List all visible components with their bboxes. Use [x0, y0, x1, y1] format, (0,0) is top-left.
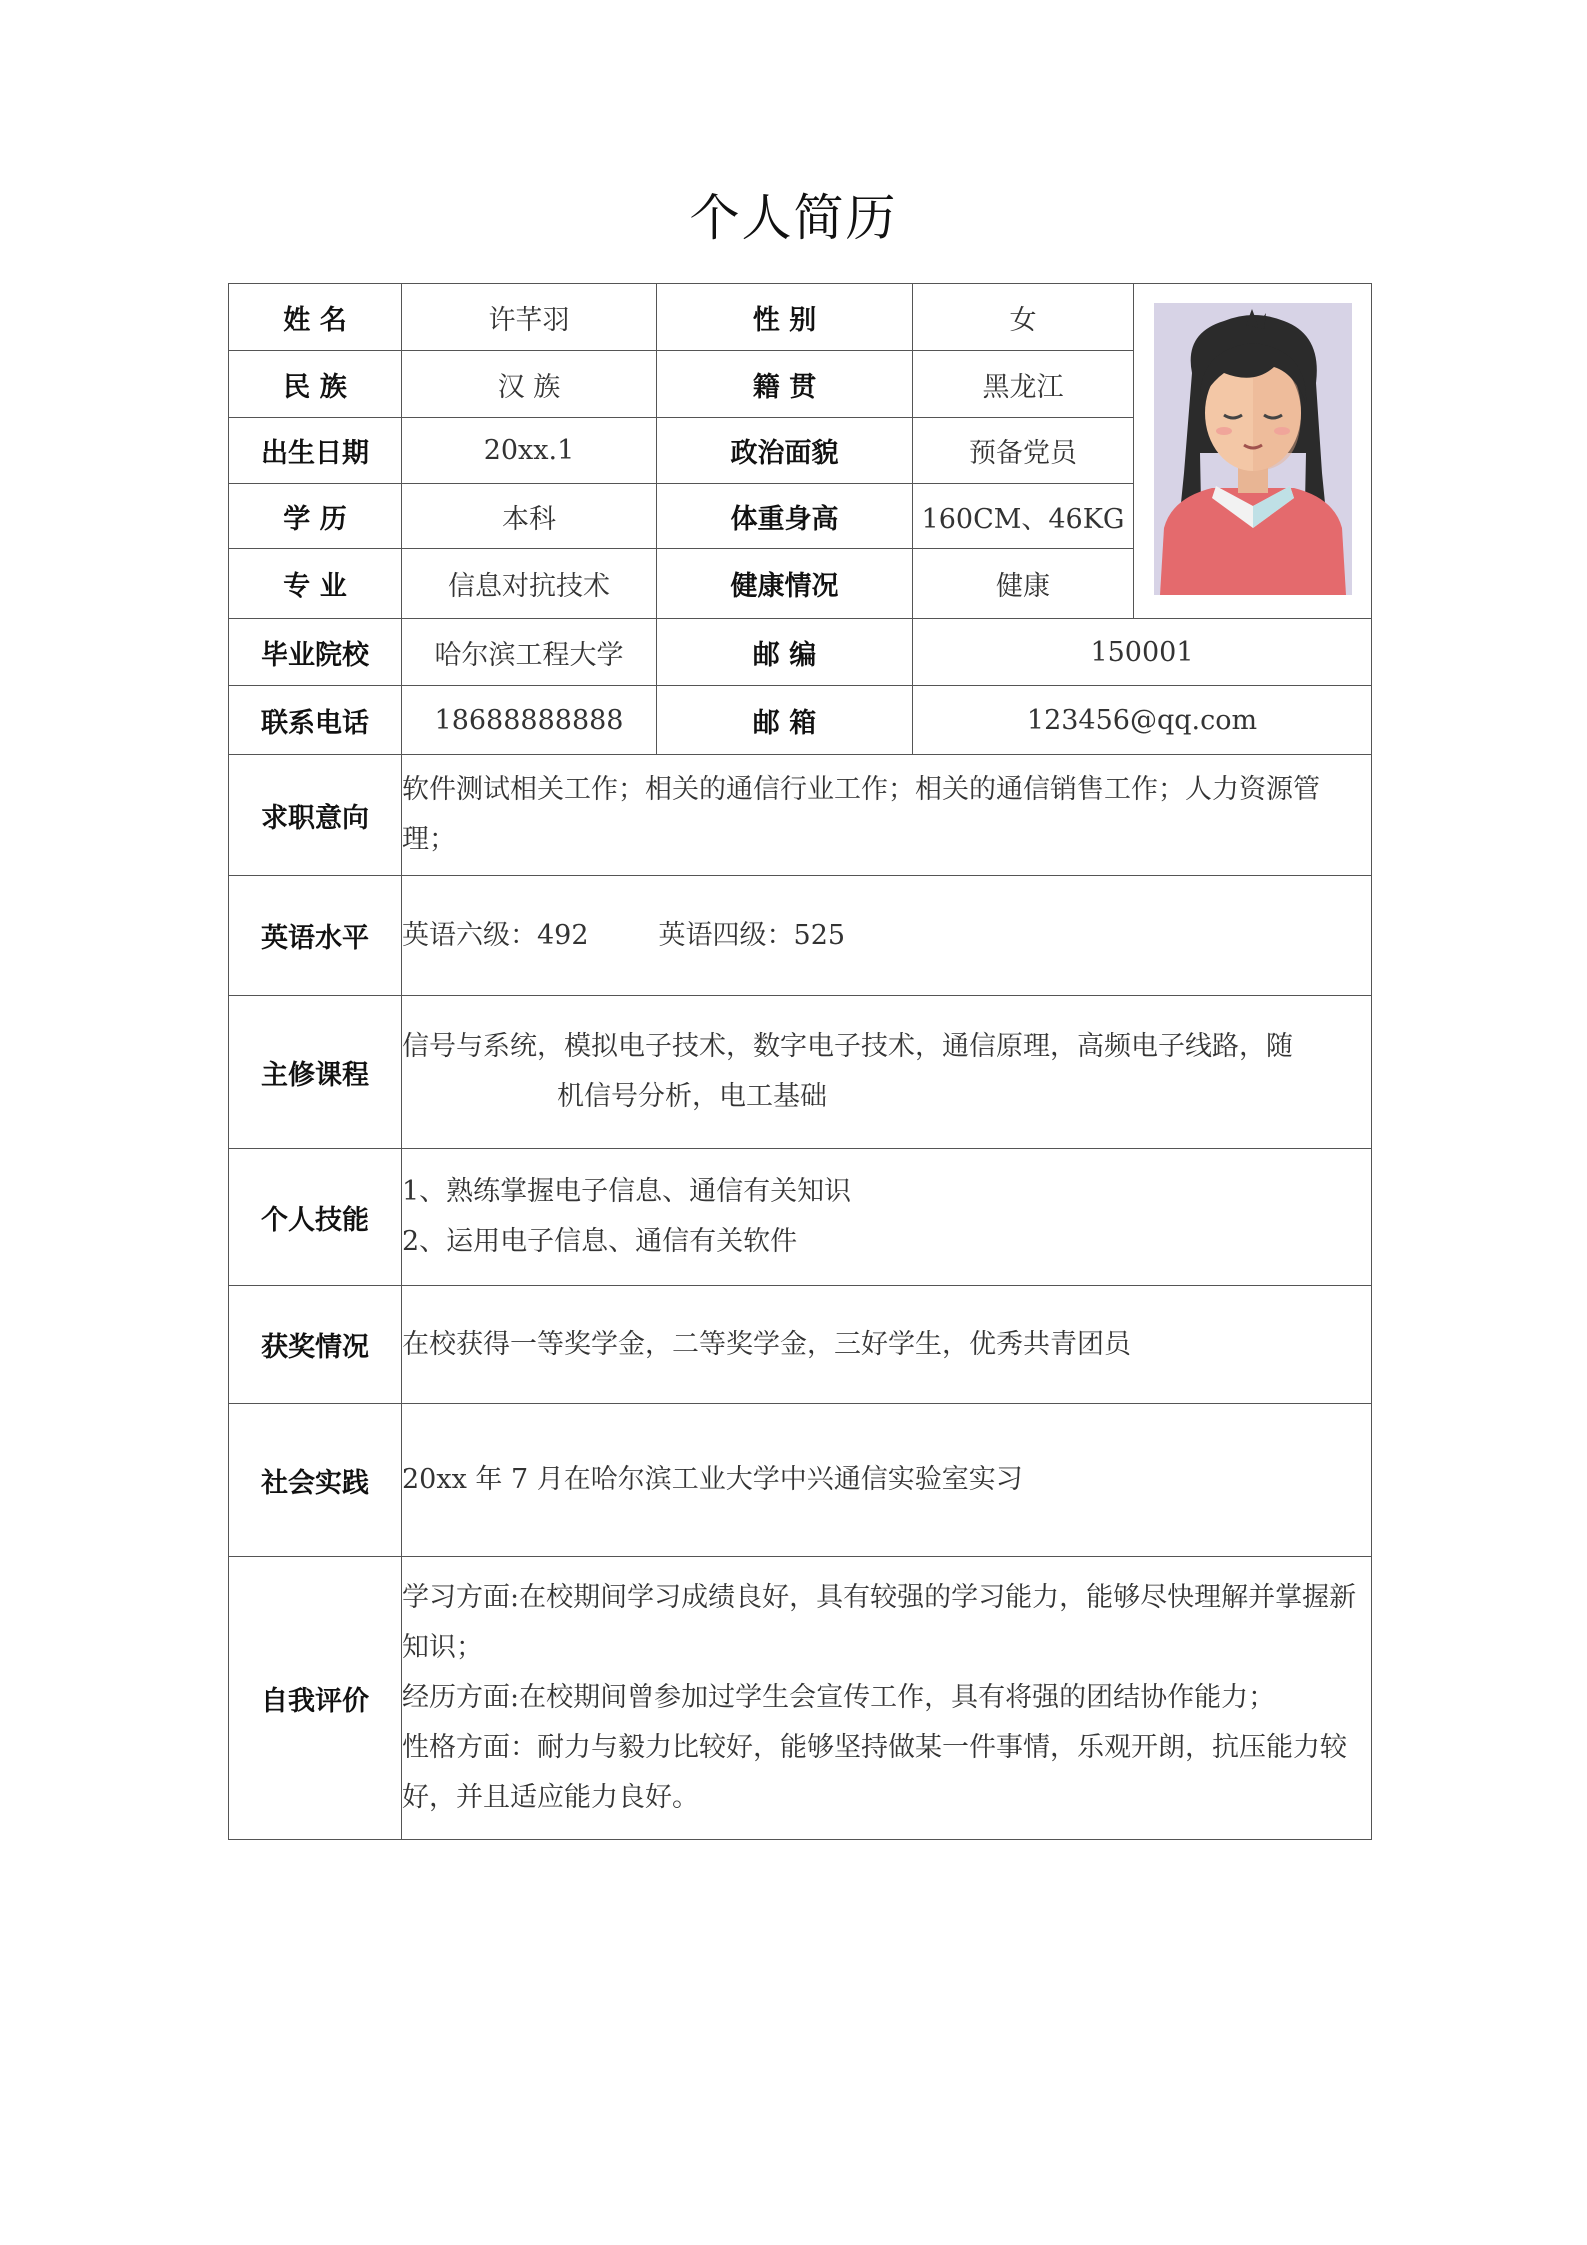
major-label: 专 业: [229, 549, 402, 619]
body-label: 体重身高: [657, 484, 913, 549]
english-cet4: 英语四级：525: [658, 919, 846, 951]
awards-label: 获奖情况: [229, 1286, 402, 1404]
political-value: 预备党员: [913, 418, 1134, 484]
edu-value: 本科: [402, 484, 657, 549]
practice-label: 社会实践: [229, 1404, 402, 1557]
zip-label: 邮 编: [657, 619, 913, 686]
job-text: 软件测试相关工作；相关的通信行业工作；相关的通信销售工作；人力资源管理；: [402, 755, 1372, 876]
awards-text: 在校获得一等奖学金，二等奖学金，三好学生，优秀共青团员: [402, 1286, 1372, 1404]
self-study: 学习方面:在校期间学习成绩良好，具有较强的学习能力，能够尽快理解并掌握新知识；: [402, 1582, 1357, 1663]
photo-cell: [1134, 284, 1372, 619]
avatar: [1154, 303, 1352, 595]
gender-value: 女: [913, 284, 1134, 351]
major-value: 信息对抗技术: [402, 549, 657, 619]
email-label: 邮 箱: [657, 686, 913, 755]
phone-label: 联系电话: [229, 686, 402, 755]
birth-value: 20xx.1: [402, 418, 657, 484]
self-label: 自我评价: [229, 1557, 402, 1840]
phone-value: 18688888888: [402, 686, 657, 755]
self-cell: [402, 1557, 1372, 1840]
english-cet6: 英语六级：492: [402, 919, 589, 951]
row-awards: [229, 1286, 1372, 1404]
row-english: [229, 876, 1372, 996]
row-skills: [229, 1149, 1372, 1286]
courses-line-2: 机信号分析，电工基础: [557, 1081, 827, 1112]
body-value: 160CM、46KG: [913, 484, 1134, 549]
skills-cell: [402, 1149, 1372, 1286]
courses-line-1: 信号与系统，模拟电子技术，数字电子技术，通信原理，高频电子线路，随: [402, 1031, 1293, 1062]
origin-label: 籍 贯: [657, 351, 913, 418]
avatar-cheek-right: [1274, 427, 1290, 435]
skills-label: 个人技能: [229, 1149, 402, 1286]
skills-item-1: 1、熟练掌握电子信息、通信有关知识: [402, 1176, 852, 1207]
row-name: [229, 284, 1372, 351]
practice-text: 20xx 年 7 月在哈尔滨工业大学中兴通信实验室实习: [402, 1404, 1372, 1557]
avatar-cheek-left: [1216, 427, 1232, 435]
school-label: 毕业院校: [229, 619, 402, 686]
gender-label: 性 别: [657, 284, 913, 351]
english-cell: [402, 876, 1372, 996]
skills-item-2: 2、运用电子信息、通信有关软件: [402, 1226, 798, 1257]
ethnic-value: 汉 族: [402, 351, 657, 418]
email-value: 123456@qq.com: [913, 686, 1372, 755]
courses-label: 主修课程: [229, 996, 402, 1149]
ethnic-label: 民 族: [229, 351, 402, 418]
zip-value: 150001: [913, 619, 1372, 686]
job-label: 求职意向: [229, 755, 402, 876]
self-experience: 经历方面:在校期间曾参加过学生会宣传工作，具有将强的团结协作能力；: [402, 1682, 1276, 1713]
health-value: 健康: [913, 549, 1134, 619]
political-label: 政治面貌: [657, 418, 913, 484]
avatar-sweater: [1160, 488, 1346, 595]
birth-label: 出生日期: [229, 418, 402, 484]
row-school: [229, 619, 1372, 686]
row-contact: [229, 686, 1372, 755]
self-character: 性格方面：耐力与毅力比较好，能够坚持做某一件事情，乐观开朗，抗压能力较好，并且适应能力良好。: [402, 1732, 1347, 1813]
row-practice: [229, 1404, 1372, 1557]
row-courses: [229, 996, 1372, 1149]
row-job-intention: [229, 755, 1372, 876]
origin-value: 黑龙江: [913, 351, 1134, 418]
resume-table: [228, 283, 1372, 1840]
name-label: 姓 名: [229, 284, 402, 351]
courses-cell: [402, 996, 1372, 1149]
english-label: 英语水平: [229, 876, 402, 996]
page-title: 个人简历: [689, 189, 898, 247]
school-value: 哈尔滨工程大学: [402, 619, 657, 686]
row-self-evaluation: [229, 1557, 1372, 1840]
health-label: 健康情况: [657, 549, 913, 619]
name-value: 许芊羽: [402, 284, 657, 351]
edu-label: 学 历: [229, 484, 402, 549]
